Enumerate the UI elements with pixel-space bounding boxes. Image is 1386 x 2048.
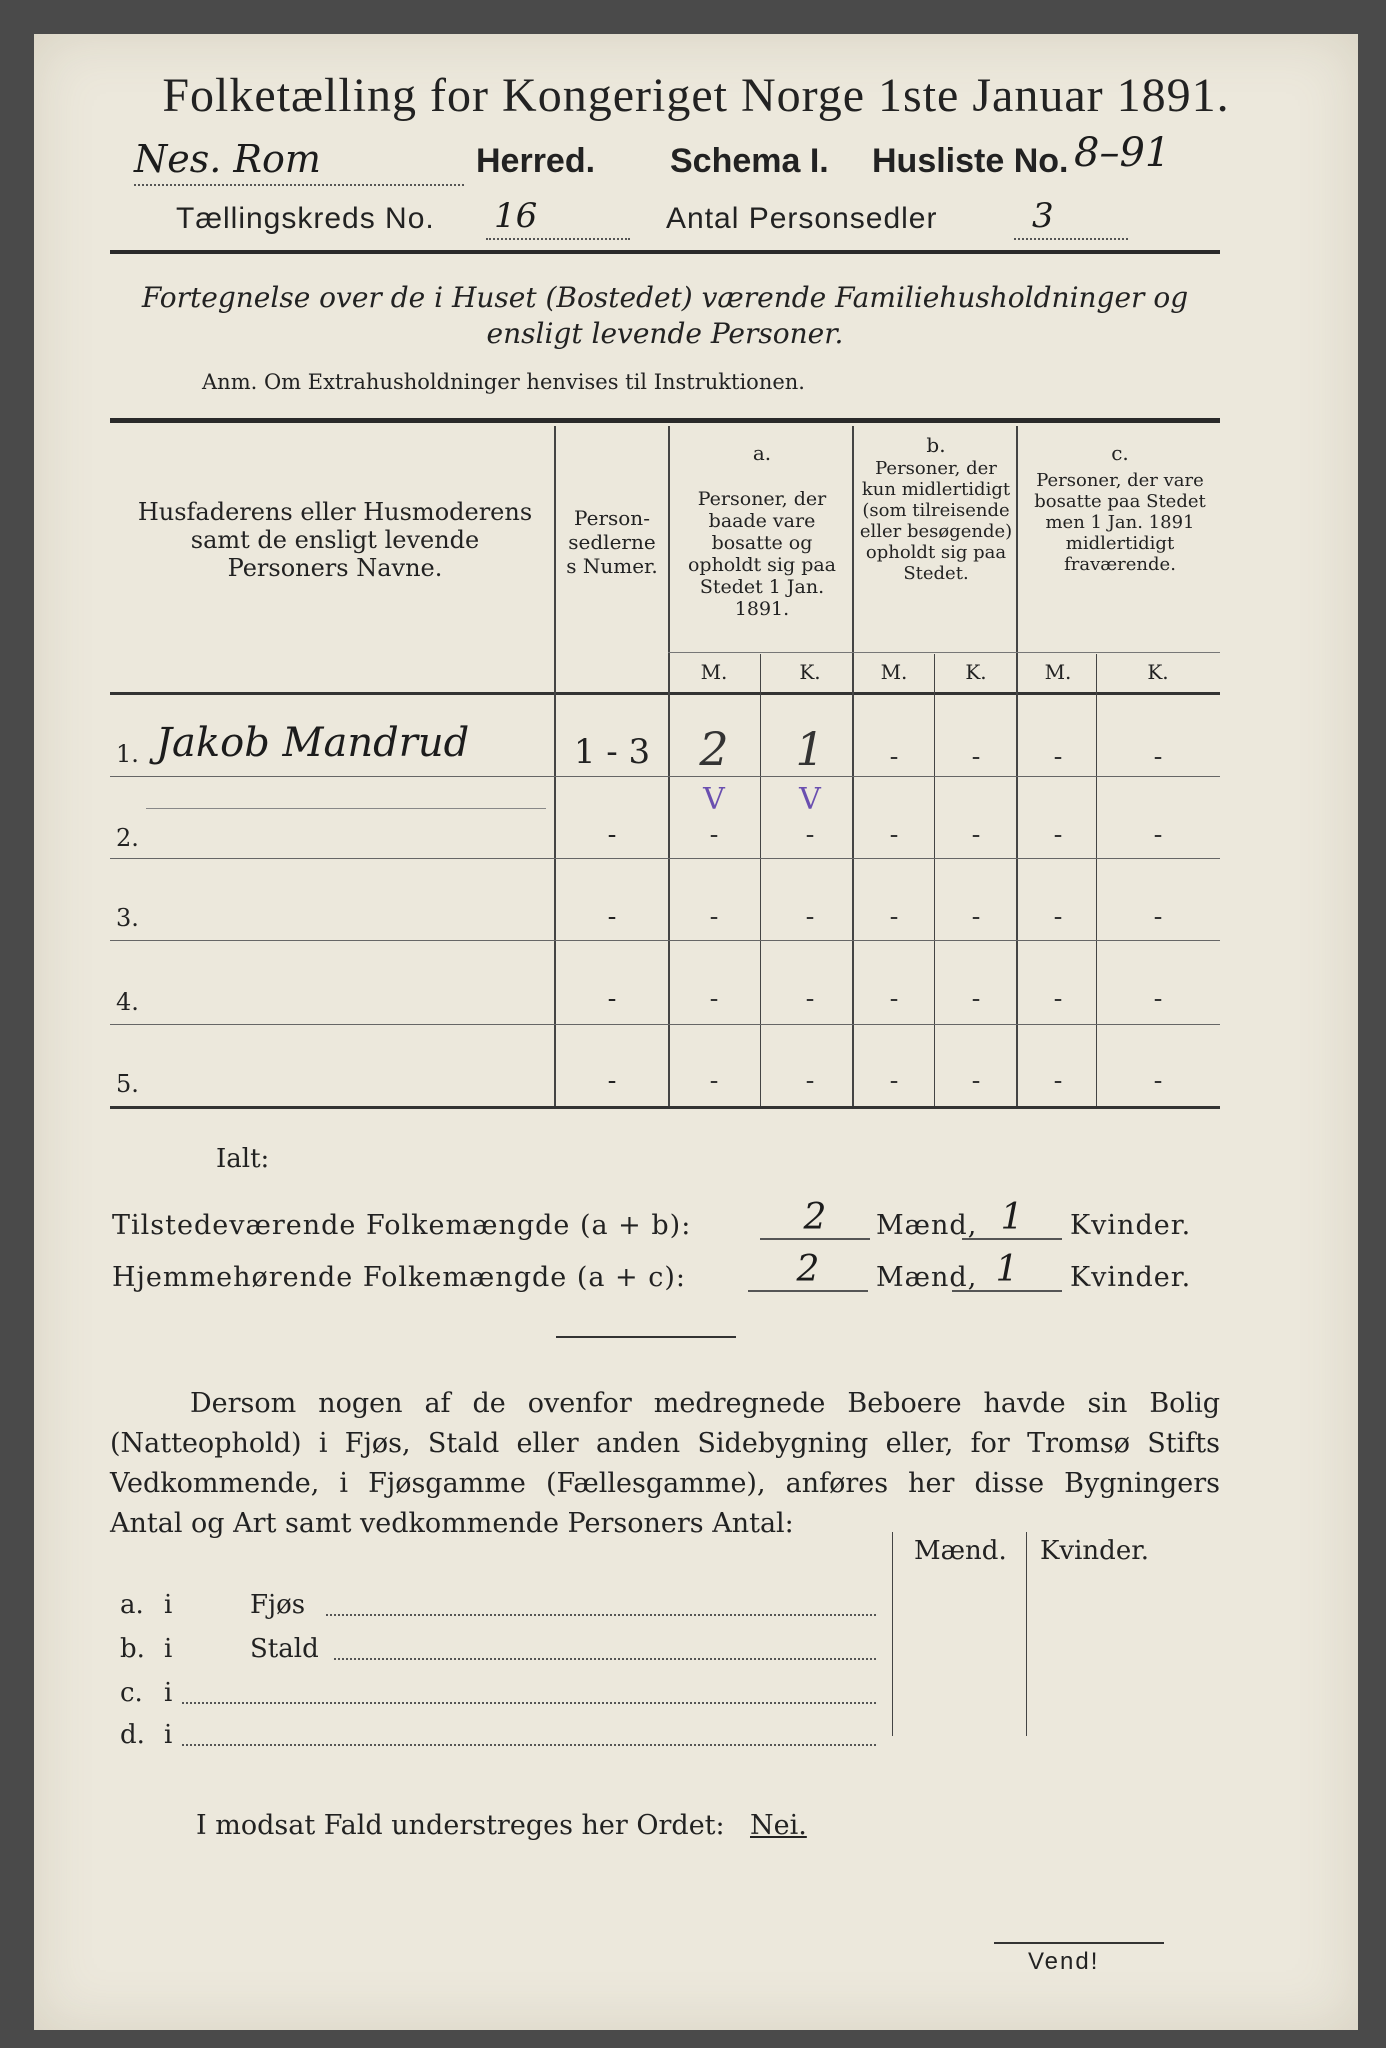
col-header-sedler: Person-sedlernes Numer.	[566, 506, 658, 578]
vend-label: Vend!	[1028, 1948, 1100, 1975]
table-header-bottom	[110, 692, 1220, 695]
husliste-label: Husliste No.	[872, 142, 1069, 180]
row-a-m: -	[709, 902, 719, 932]
anm-note: Anm. Om Extrahusholdninger henvises til Instruktionen.	[202, 370, 805, 394]
row-a-m: -	[709, 984, 719, 1014]
building-dots	[182, 1744, 876, 1746]
row-a-k: -	[805, 902, 815, 932]
row-b-k: -	[971, 820, 981, 850]
row-b-m: -	[889, 820, 899, 850]
row-sedler: -	[607, 984, 617, 1014]
col-header-c-letter: c.	[1111, 441, 1129, 465]
row-number: 4.	[116, 988, 139, 1016]
ialt-label: Ialt:	[216, 1144, 270, 1174]
building-name: Stald	[250, 1634, 319, 1664]
row-sedler: -	[607, 1066, 617, 1096]
row-b-k: -	[971, 742, 981, 772]
row-sedler: -	[607, 902, 617, 932]
row-b-m: -	[889, 902, 899, 932]
check-mark-a-m: V	[703, 782, 725, 817]
row-c-m: -	[1053, 984, 1063, 1014]
row-a-k: -	[805, 1066, 815, 1096]
buildings-header-maend: Mænd.	[914, 1536, 1007, 1566]
row-c-m: -	[1053, 742, 1063, 772]
row-number: 2.	[116, 824, 139, 852]
col-header-b: Personer, der kun midlertidigt (som tilreisende eller besøgende) opholdt sig paa Stedet.	[859, 458, 1013, 584]
total-label: Hjemmehørende Folkemængde (a + c):	[112, 1262, 686, 1293]
buildings-col-line-1	[892, 1532, 893, 1736]
building-i: i	[164, 1590, 173, 1620]
row-line-2	[110, 858, 1220, 859]
row-sedler: -	[607, 820, 617, 850]
col-header-b-letter: b.	[926, 433, 946, 457]
total-maend-value: 2	[760, 1198, 870, 1240]
section-divider	[556, 1336, 736, 1338]
building-key: a.	[120, 1590, 144, 1620]
row-c-k: -	[1153, 984, 1163, 1014]
total-kvinder-label: Kvinder.	[1070, 1262, 1192, 1293]
husliste-value: 8–91	[1074, 130, 1171, 176]
total-label: Tilstedeværende Folkemængde (a + b):	[112, 1210, 692, 1241]
row-c-m: -	[1053, 1066, 1063, 1096]
row-b-k: -	[971, 984, 981, 1014]
row-line-4	[110, 1024, 1220, 1025]
total-kvinder-value: 1	[952, 1250, 1062, 1292]
row-a-m: -	[709, 820, 719, 850]
form-title: Folketælling for Kongeriget Norge 1ste Januar 1891.	[162, 69, 1230, 122]
total-maend-label: Mænd,	[876, 1262, 978, 1293]
col-line-3	[852, 426, 854, 1106]
table-bottom-rule	[110, 1106, 1220, 1109]
row-number: 3.	[116, 904, 139, 932]
name-underline	[146, 808, 546, 809]
building-name: Fjøs	[250, 1590, 306, 1620]
col-header-a: Personer, der baade vare bosatte og opholdt sig paa Stedet 1 Jan. 1891.	[687, 488, 837, 620]
building-i: i	[164, 1678, 173, 1708]
row-c-k: -	[1153, 820, 1163, 850]
building-dots	[182, 1702, 876, 1704]
row-b-m: -	[889, 742, 899, 772]
row-a-m: -	[709, 1066, 719, 1096]
buildings-col-line-2	[1026, 1532, 1027, 1736]
row-line-3	[110, 940, 1220, 941]
herred-value: Nes. Rom	[134, 134, 464, 186]
building-key: b.	[120, 1634, 145, 1664]
col-line-2	[668, 426, 670, 1106]
vend-rule	[994, 1942, 1164, 1944]
check-mark-a-k: V	[799, 782, 821, 817]
total-kvinder-value: 1	[962, 1198, 1062, 1240]
building-i: i	[164, 1634, 173, 1664]
antal-label: Antal Personsedler	[666, 202, 938, 235]
row-b-m: -	[889, 1066, 899, 1096]
mk-header-rule	[668, 652, 1220, 653]
header-divider	[110, 250, 1220, 254]
row-line-1	[110, 776, 1220, 777]
row-a-k: -	[805, 984, 815, 1014]
total-kvinder-label: Kvinder.	[1070, 1210, 1192, 1241]
header-a-k: K.	[799, 660, 821, 684]
schema-label: Schema I.	[670, 142, 829, 180]
kreds-label: Tællingskreds No.	[176, 202, 435, 235]
row-a-m: 2	[699, 722, 729, 776]
col-line-bm	[934, 654, 935, 1106]
row-b-k: -	[971, 902, 981, 932]
header-c-k: K.	[1147, 660, 1169, 684]
outbuilding-paragraph: Dersom nogen af de ovenfor medregnede Beboere havde sin Bolig (Natteophold) i Fjøs, Stald eller anden Sidebygning eller, for Tromsø Stifts Vedkommende, i Fjøsgamme (Fællesgamme), anføres her disse Bygningers Antal og Art samt vedkommende Personers Antal:	[110, 1388, 1220, 1539]
intro-text: Fortegnelse over de i Huset (Bostedet) værende Familiehusholdninger og ensligt levende Personer.	[141, 281, 1189, 350]
buildings-header-kvinder: Kvinder.	[1040, 1536, 1150, 1566]
row-name: Jakob Mandrud	[156, 720, 470, 766]
col-line-am	[760, 654, 761, 1106]
row-a-k: -	[805, 820, 815, 850]
row-b-m: -	[889, 984, 899, 1014]
col-header-a-letter: a.	[752, 441, 772, 465]
building-key: c.	[120, 1678, 143, 1708]
header-a-m: M.	[700, 660, 728, 684]
row-number: 5.	[116, 1070, 139, 1098]
total-maend-value: 2	[748, 1250, 868, 1292]
row-a-k: 1	[795, 722, 825, 776]
row-number: 1.	[116, 740, 139, 768]
building-i: i	[164, 1720, 173, 1750]
col-line-4	[1016, 426, 1018, 1106]
table-top-rule	[110, 418, 1220, 423]
col-header-c: Personer, der vare bosatte paa Stedet men 1 Jan. 1891 midlertidigt fraværende.	[1034, 470, 1206, 575]
row-c-k: -	[1153, 902, 1163, 932]
building-key: d.	[120, 1720, 145, 1750]
antal-value: 3	[1014, 194, 1128, 240]
header-b-m: M.	[880, 660, 908, 684]
row-sedler: 1 - 3	[573, 732, 651, 772]
total-maend-label: Mænd,	[876, 1210, 978, 1241]
col-header-names: Husfaderens eller Husmoderens samt de ensligt levende Personers Navne.	[137, 498, 533, 582]
row-c-k: -	[1153, 742, 1163, 772]
modsat-word: Nei.	[750, 1810, 807, 1841]
row-c-m: -	[1053, 902, 1063, 932]
building-dots	[334, 1658, 876, 1660]
header-c-m: M.	[1044, 660, 1072, 684]
herred-label: Herred.	[476, 142, 596, 180]
col-line-cm	[1096, 654, 1097, 1106]
row-c-k: -	[1153, 1066, 1163, 1096]
modsat-text: I modsat Fald understreges her Ordet:	[196, 1810, 725, 1841]
kreds-value: 16	[486, 194, 630, 240]
building-dots	[326, 1614, 876, 1616]
header-b-k: K.	[965, 660, 987, 684]
row-c-m: -	[1053, 820, 1063, 850]
census-form-page	[34, 34, 1358, 2030]
row-b-k: -	[971, 1066, 981, 1096]
